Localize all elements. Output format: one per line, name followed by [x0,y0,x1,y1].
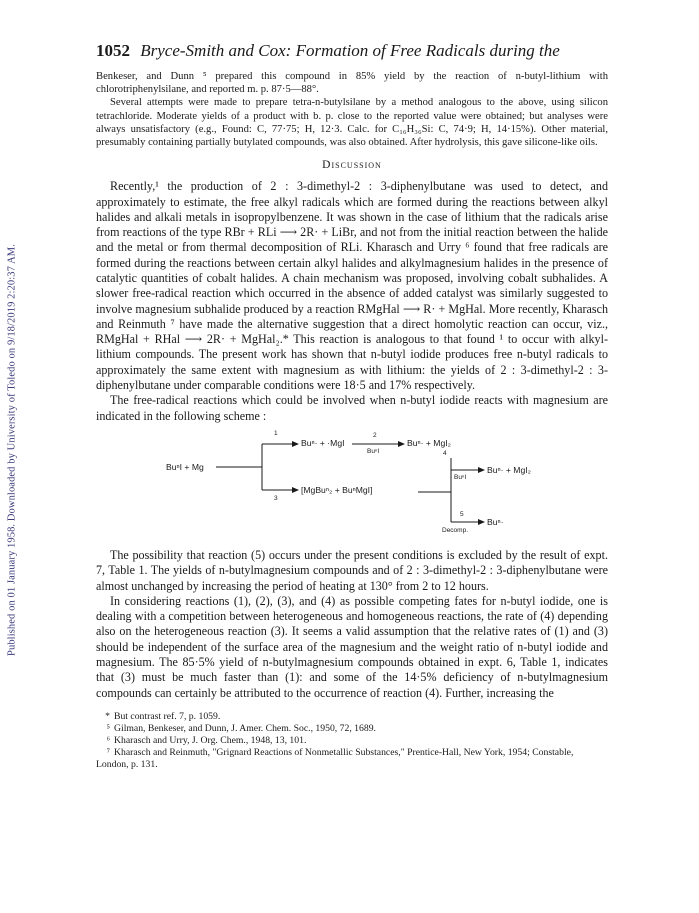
reaction-scheme [96,430,608,540]
footnote: ⁶ Kharasch and Urry, J. Org. Chem., 1948, 13, 101. [106,734,307,746]
scheme-upper-final: Buⁿ· + MgI₂ [407,437,451,448]
scheme-reagent-4: BuⁿI [454,473,467,481]
scheme-label-5: 5 [460,510,464,518]
scheme-label-2: 2 [373,431,377,439]
scheme-reagent-2: BuⁿI [367,447,380,455]
body-paragraph: The free-radical reactions which could be involved when n-butyl iodide reacts with magnesium are indicated in the following scheme : [96,393,608,423]
intro-paragraph: Benkeser, and Dunn ⁵ prepared this compound in 85% yield by the reaction of n-butyl-lithium with chlorotriphenylsilane, and reported m. p. 87·5—88°. [96,71,608,96]
scheme-decomp-product: Buⁿ· [487,516,504,527]
publication-stamp-text: Published on 01 January 1958. Downloaded by University of Toledo on 9/18/2019 2:20:37 AM. [6,244,18,656]
scheme-reactants: BuⁿI + Mg [166,461,204,472]
scheme-upper-product: Buⁿ· + ·MgI [301,437,345,448]
footnote: ⁵ Gilman, Benkeser, and Dunn, J. Amer. Chem. Soc., 1950, 72, 1689. [106,722,376,734]
scheme-lower-product: [MgBuⁿ₂ + BuⁿMgI] [301,484,373,495]
scheme-decomp-note: Decomp. [442,526,469,534]
scheme-right-product: Buⁿ· + MgI₂ [487,464,531,475]
page-body [96,40,608,771]
publication-stamp [0,0,24,913]
page-number: 1052 [96,41,130,60]
scheme-label-3: 3 [274,494,278,502]
body-paragraph: In considering reactions (1), (2), (3), and (4) as possible competing fates for n-butyl iodide, one is dealing with a competition between heterogeneous and homogeneous reactions, the rate of (4) depending also on the heterogeneous reaction (3). It seems a valid assumption that the relative rates of (1) and (3) should be independent of the surface area of the magnesium and the weight ratio of n-butyl iodide and magnesium. The 85·5% yield of n-butylmagnesium compounds obtained in expt. 6, Table 1, indicates that (3) must be much faster than (1): and some of the 14·5% deficiency of n-butylmagnesium compounds can certainly be attributed to the occurrence of reaction (4). Further, increasing the [96,593,608,700]
running-title: Bryce-Smith and Cox: Formation of Free Radicals during the [140,41,560,60]
footnotes [96,711,608,771]
section-heading: Discussion [322,159,382,172]
body-paragraph: The possibility that reaction (5) occurs under the present conditions is excluded by the result of expt. 7, Table 1. The yields of n-butylmagnesium compounds and of 2 : 3-dimethyl-2 : 3-diphenylbutane were almost unchanged by increasing the period of heating at 130° from 2 to 12 hours. [96,547,608,593]
body-paragraph: Recently,¹ the production of 2 : 3-dimethyl-2 : 3-diphenylbutane was used to detect, and approximately to estimate, the free alkyl radicals which are formed during the reactions between alkyl halides and alkali metals in isopropylbenzene. It was shown in the case of lithium that the radicals arise from reactions of the type RBr + RLi ⟶ 2R· + LiBr, and not from the initial reaction between the halide and the metal or from thermal decomposition of RLi. Kharasch and Urry ⁶ found that free radicals are formed during the reactions between certain alkyl halides and alkylmagnesium halides in the presence of catalytic quantities of cobalt halides. A chain mechanism was proposed, involving cobalt subhalides. A slower free-radical reaction which occurred in the absence of added catalyst was similarly suggested to involve magnesium subhalide produced by a reaction RMgHal ⟶ R· + MgHal. More recently, Kharasch and Reinmuth ⁷ have made the alternative suggestion that a direct homolytic reaction can occur, viz., RMgHal + RHal ⟶ 2R· + MgHal₂.* This reaction is analogous to that found ¹ to occur with alkyl-lithium compounds. The present work has shown that n-butyl iodide produces free n-butyl radicals to approximately the same extent with magnesium as with lithium: the yields of 2 : 3-dimethyl-2 : 3-diphenylbutane under comparable conditions were 18·5 and 17% respectively. [96,179,608,393]
footnote: * But contrast ref. 7, p. 1059. [105,710,221,722]
footnote: ⁷ Kharasch and Reinmuth, "Grignard Reactions of Nonmetallic Substances," Prentice-Hall, New York, 1954; Constable, London, p. 131. [96,746,574,770]
running-head [96,40,608,62]
scheme-label-1: 1 [274,429,278,437]
scheme-label-4: 4 [443,449,447,457]
intro-paragraph: Several attempts were made to prepare tetra-n-butylsilane by a method analogous to the above, using silicon tetrachloride. Moderate yields of a product with b. p. close to the reported value were obtained; but analyses were always unsatisfactory (e.g., Found: C, 77·75; H, 12·3. Calc. for C₁₆H₃₆Si: C, 74·9; H, 14·15%). Other material, presumably containing partially butylated compounds, was also obtained. After hydrolysis, this gave silicone-like oils. [96,97,608,149]
